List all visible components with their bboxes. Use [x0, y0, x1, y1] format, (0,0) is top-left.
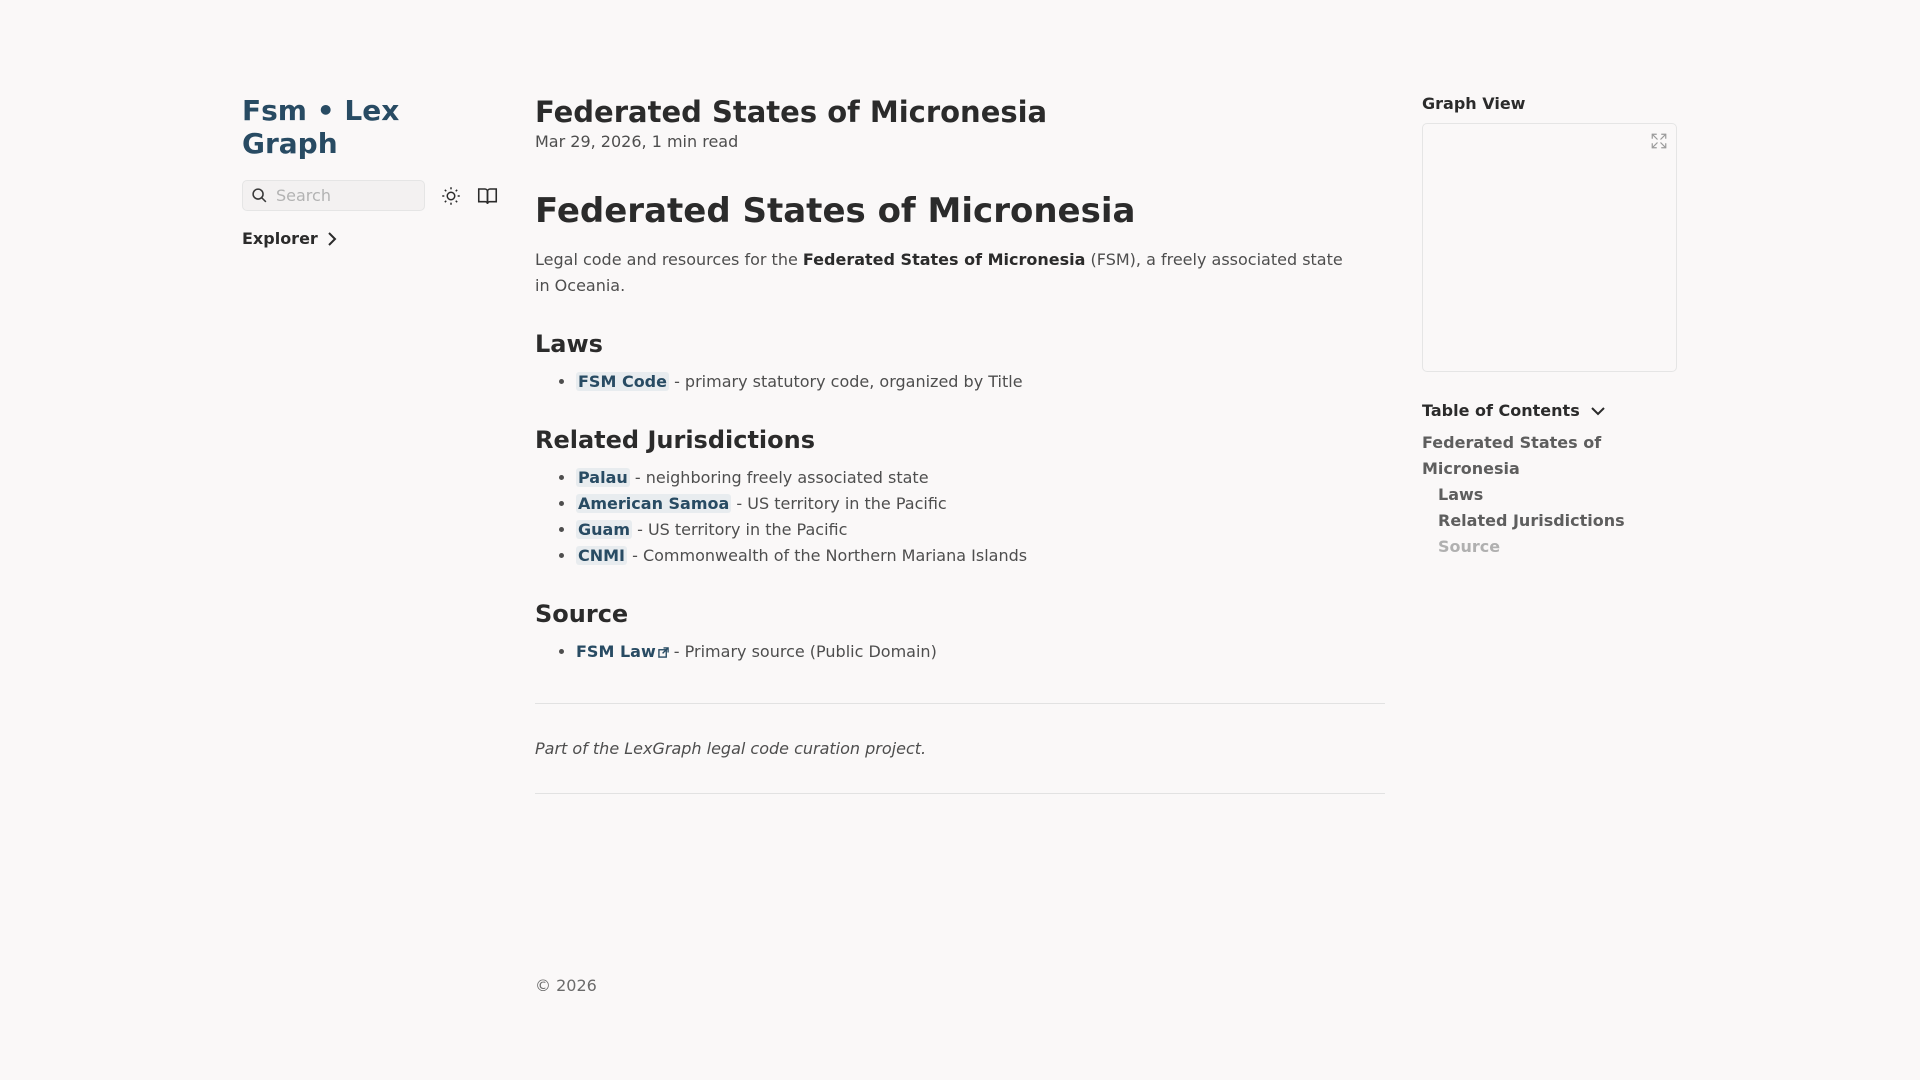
toc-title: Table of Contents: [1422, 401, 1580, 420]
list-item-text: - Commonwealth of the Northern Mariana Islands: [627, 546, 1028, 565]
read-time: 1 min read: [651, 132, 739, 151]
right-sidebar: [1422, 94, 1678, 560]
reader-mode-book-icon[interactable]: [477, 186, 498, 206]
expand-graph-icon[interactable]: [1650, 132, 1668, 150]
external-link-icon: [658, 640, 669, 666]
toc-item-related-jurisdictions[interactable]: Related Jurisdictions: [1438, 511, 1625, 530]
link-fsm-code[interactable]: FSM Code: [578, 372, 667, 391]
sidebar-tools: [242, 180, 502, 211]
toc-toggle[interactable]: [1422, 401, 1678, 420]
project-note: Part of the LexGraph legal code curation project.: [535, 739, 927, 758]
page-title: Federated States of Micronesia: [535, 95, 1048, 129]
link-fsm-law-label: FSM Law: [576, 642, 656, 661]
link-cnmi[interactable]: CNMI: [578, 546, 626, 565]
list-item: [576, 369, 1385, 395]
divider: [535, 793, 1385, 794]
related-list: [535, 465, 1385, 569]
list-item: [576, 517, 1385, 543]
toc-item-federated-states[interactable]: Federated States of Micronesia: [1422, 433, 1602, 478]
list-item: [576, 639, 1385, 666]
link-fsm-law[interactable]: [576, 642, 669, 661]
list-item: [576, 543, 1385, 569]
section-heading-source: Source: [535, 600, 629, 628]
intro-paragraph: [535, 247, 1355, 299]
search-icon: [251, 187, 276, 204]
graph-view[interactable]: [1422, 123, 1677, 372]
laws-list: [535, 369, 1385, 395]
toc-item-source[interactable]: Source: [1438, 537, 1501, 556]
chevron-right-icon: [318, 231, 338, 247]
list-item-text: - Primary source (Public Domain): [668, 642, 937, 661]
section-heading-related: Related Jurisdictions: [535, 426, 816, 454]
source-list: [535, 639, 1385, 666]
list-item: [576, 465, 1385, 491]
toc-item-laws[interactable]: Laws: [1438, 485, 1484, 504]
search-placeholder: Search: [276, 186, 331, 205]
search-input[interactable]: [242, 180, 425, 211]
intro-text-suffix: (FSM), a freely associated state in Oceania.: [535, 250, 1343, 295]
link-american-samoa[interactable]: American Samoa: [578, 494, 730, 513]
article-meta: Mar 29, 2026, 1 min read: [535, 132, 739, 151]
toc-list: [1422, 430, 1678, 560]
link-palau[interactable]: Palau: [578, 468, 628, 487]
section-heading-laws: Laws: [535, 330, 603, 358]
theme-toggle-sun-icon[interactable]: [441, 186, 461, 206]
chevron-down-icon: [1580, 405, 1606, 417]
list-item-text: - US territory in the Pacific: [731, 494, 947, 513]
intro-bold-text: Federated States of Micronesia: [802, 250, 1086, 269]
publish-date: Mar 29, 2026: [535, 132, 642, 151]
footer-copyright: © 2026: [535, 976, 597, 995]
list-item: [576, 491, 1385, 517]
article: [535, 94, 1385, 794]
list-item-text: - neighboring freely associated state: [629, 468, 929, 487]
list-item-text: - primary statutory code, organized by Title: [668, 372, 1023, 391]
left-sidebar: [242, 94, 502, 248]
list-item-text: - US territory in the Pacific: [632, 520, 848, 539]
graph-view-title: Graph View: [1422, 94, 1526, 113]
intro-text: Legal code and resources for the: [535, 250, 803, 269]
article-heading: Federated States of Micronesia: [535, 191, 1136, 231]
explorer-toggle[interactable]: [242, 229, 502, 248]
divider: [535, 703, 1385, 704]
site-title[interactable]: Fsm • Lex Graph: [242, 94, 400, 160]
explorer-label: Explorer: [242, 229, 318, 248]
link-guam[interactable]: Guam: [578, 520, 630, 539]
